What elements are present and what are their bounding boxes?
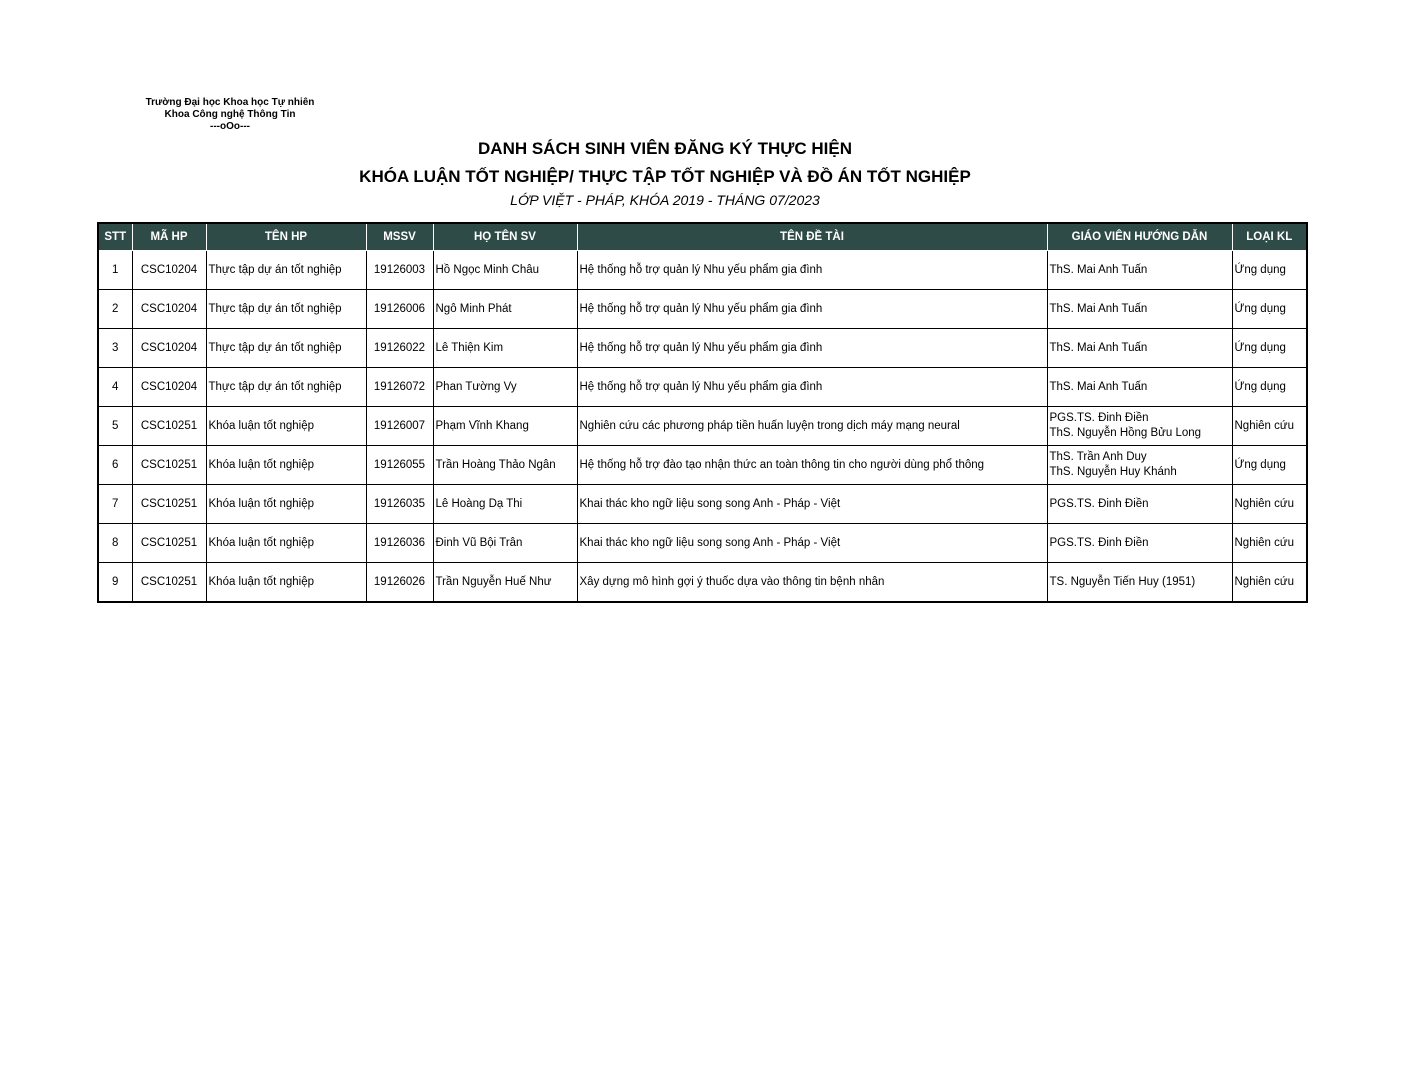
cell-ma-hp: CSC10251 [132,524,206,563]
cell-ten-hp: Khóa luận tốt nghiệp [206,407,366,446]
cell-ten-hp: Khóa luận tốt nghiệp [206,485,366,524]
table-row [98,524,1307,563]
cell-gvhd [1047,407,1232,446]
title-line-2: KHÓA LUẬN TỐT NGHIỆP/ THỰC TẬP TỐT NGHIỆP VÀ ĐỒ ÁN TỐT NGHIỆP [359,167,971,186]
cell-de-tai: Hệ thống hỗ trợ quản lý Nhu yếu phẩm gia đình [577,368,1047,407]
cell-ma-hp: CSC10204 [132,251,206,290]
cell-de-tai: Xây dựng mô hình gợi ý thuốc dựa vào thông tin bệnh nhân [577,563,1047,603]
cell-stt: 6 [98,446,132,485]
table-row [98,329,1307,368]
cell-ho-ten: Phan Tường Vy [433,368,577,407]
cell-ho-ten: Trần Nguyễn Huế Như [433,563,577,603]
cell-loai-kl: Nghiên cứu [1232,407,1307,446]
cell-ho-ten: Lê Thiện Kim [433,329,577,368]
cell-gvhd [1047,563,1232,603]
cell-gvhd [1047,251,1232,290]
advisor-primary: ThS. Mai Anh Tuấn [1049,380,1148,393]
cell-ho-ten: Hồ Ngọc Minh Châu [433,251,577,290]
cell-ten-hp: Thực tập dự án tốt nghiệp [206,251,366,290]
table-row [98,446,1307,485]
faculty-name: Khoa Công nghệ Thông Tin [164,109,296,120]
cell-de-tai: Hệ thống hỗ trợ quản lý Nhu yếu phẩm gia đình [577,251,1047,290]
cell-ma-hp: CSC10204 [132,368,206,407]
table-row [98,251,1307,290]
advisor-primary: ThS. Mai Anh Tuấn [1049,341,1148,354]
cell-loai-kl: Nghiên cứu [1232,485,1307,524]
advisor-primary: PGS.TS. Đinh Điền [1049,536,1149,549]
cell-de-tai: Nghiên cứu các phương pháp tiền huấn luyện trong dịch máy mạng neural [577,407,1047,446]
cell-mssv: 19126022 [366,329,433,368]
col-header-ma-hp: MÃ HP [132,223,206,251]
cell-ten-hp: Khóa luận tốt nghiệp [206,524,366,563]
advisor-primary: ThS. Mai Anh Tuấn [1049,302,1148,315]
cell-de-tai: Hệ thống hỗ trợ đào tạo nhận thức an toàn thông tin cho người dùng phổ thông [577,446,1047,485]
col-header-loai-kl: LOẠI KL [1232,223,1307,251]
cell-gvhd [1047,329,1232,368]
cell-ma-hp: CSC10204 [132,290,206,329]
school-name: Trường Đại học Khoa học Tự nhiên [145,97,315,108]
advisor-secondary: ThS. Nguyễn Hồng Bửu Long [1049,427,1202,439]
cell-loai-kl: Nghiên cứu [1232,524,1307,563]
cell-gvhd [1047,290,1232,329]
cell-gvhd [1047,485,1232,524]
advisor-primary: PGS.TS. Đinh Điền [1049,497,1149,510]
cell-gvhd [1047,446,1232,485]
cell-ma-hp: CSC10204 [132,329,206,368]
advisor-primary: ThS. Mai Anh Tuấn [1049,263,1148,276]
col-header-de-tai: TÊN ĐỀ TÀI [577,223,1047,251]
title-line-1: DANH SÁCH SINH VIÊN ĐĂNG KÝ THỰC HIỆN [478,139,852,158]
cell-ma-hp: CSC10251 [132,485,206,524]
cell-loai-kl: Ứng dụng [1232,251,1307,290]
cell-mssv: 19126036 [366,524,433,563]
cell-de-tai: Khai thác kho ngữ liệu song song Anh - Pháp - Việt [577,485,1047,524]
cell-ma-hp: CSC10251 [132,446,206,485]
cell-ten-hp: Thực tập dự án tốt nghiệp [206,368,366,407]
cell-stt: 5 [98,407,132,446]
cell-mssv: 19126006 [366,290,433,329]
cell-ten-hp: Thực tập dự án tốt nghiệp [206,329,366,368]
cell-gvhd [1047,368,1232,407]
advisor-primary: PGS.TS. Đinh Điền [1049,412,1149,424]
cell-ten-hp: Khóa luận tốt nghiệp [206,446,366,485]
cell-loai-kl: Ứng dụng [1232,290,1307,329]
cell-ten-hp: Thực tập dự án tốt nghiệp [206,290,366,329]
student-list-table [97,222,1308,603]
cell-mssv: 19126035 [366,485,433,524]
cell-stt: 1 [98,251,132,290]
cell-ho-ten: Lê Hoàng Dạ Thi [433,485,577,524]
cell-ma-hp: CSC10251 [132,563,206,603]
cell-stt: 9 [98,563,132,603]
table-row [98,290,1307,329]
cell-stt: 8 [98,524,132,563]
cell-mssv: 19126007 [366,407,433,446]
title-line-3: LỚP VIỆT - PHÁP, KHÓA 2019 - THÁNG 07/2023 [510,192,820,208]
school-header [130,97,330,133]
table-row [98,368,1307,407]
header-ornament: ---oOo--- [210,121,250,132]
table-row [98,485,1307,524]
cell-mssv: 19126072 [366,368,433,407]
cell-de-tai: Hệ thống hỗ trợ quản lý Nhu yếu phẩm gia đình [577,290,1047,329]
cell-de-tai: Khai thác kho ngữ liệu song song Anh - Pháp - Việt [577,524,1047,563]
cell-ho-ten: Đinh Vũ Bội Trân [433,524,577,563]
cell-loai-kl: Nghiên cứu [1232,563,1307,603]
advisor-primary: ThS. Trần Anh Duy [1049,451,1147,463]
cell-stt: 7 [98,485,132,524]
cell-ho-ten: Phạm Vĩnh Khang [433,407,577,446]
col-header-gvhd: GIÁO VIÊN HƯỚNG DẪN [1047,223,1232,251]
cell-mssv: 19126003 [366,251,433,290]
cell-ma-hp: CSC10251 [132,407,206,446]
cell-mssv: 19126026 [366,563,433,603]
cell-ho-ten: Ngô Minh Phát [433,290,577,329]
cell-mssv: 19126055 [366,446,433,485]
table-row [98,407,1307,446]
cell-loai-kl: Ứng dụng [1232,329,1307,368]
cell-ho-ten: Trần Hoàng Thảo Ngân [433,446,577,485]
advisor-primary: TS. Nguyễn Tiến Huy (1951) [1049,575,1196,588]
col-header-ten-hp: TÊN HP [206,223,366,251]
cell-stt: 3 [98,329,132,368]
cell-gvhd [1047,524,1232,563]
cell-loai-kl: Ứng dụng [1232,368,1307,407]
col-header-mssv: MSSV [366,223,433,251]
cell-stt: 4 [98,368,132,407]
table-header-row [98,223,1307,251]
cell-stt: 2 [98,290,132,329]
advisor-secondary: ThS. Nguyễn Huy Khánh [1049,466,1177,478]
table-row [98,563,1307,603]
col-header-stt: STT [98,223,132,251]
col-header-ho-ten: HỌ TÊN SV [433,223,577,251]
cell-ten-hp: Khóa luận tốt nghiệp [206,563,366,603]
cell-de-tai: Hệ thống hỗ trợ quản lý Nhu yếu phẩm gia đình [577,329,1047,368]
cell-loai-kl: Ứng dụng [1232,446,1307,485]
